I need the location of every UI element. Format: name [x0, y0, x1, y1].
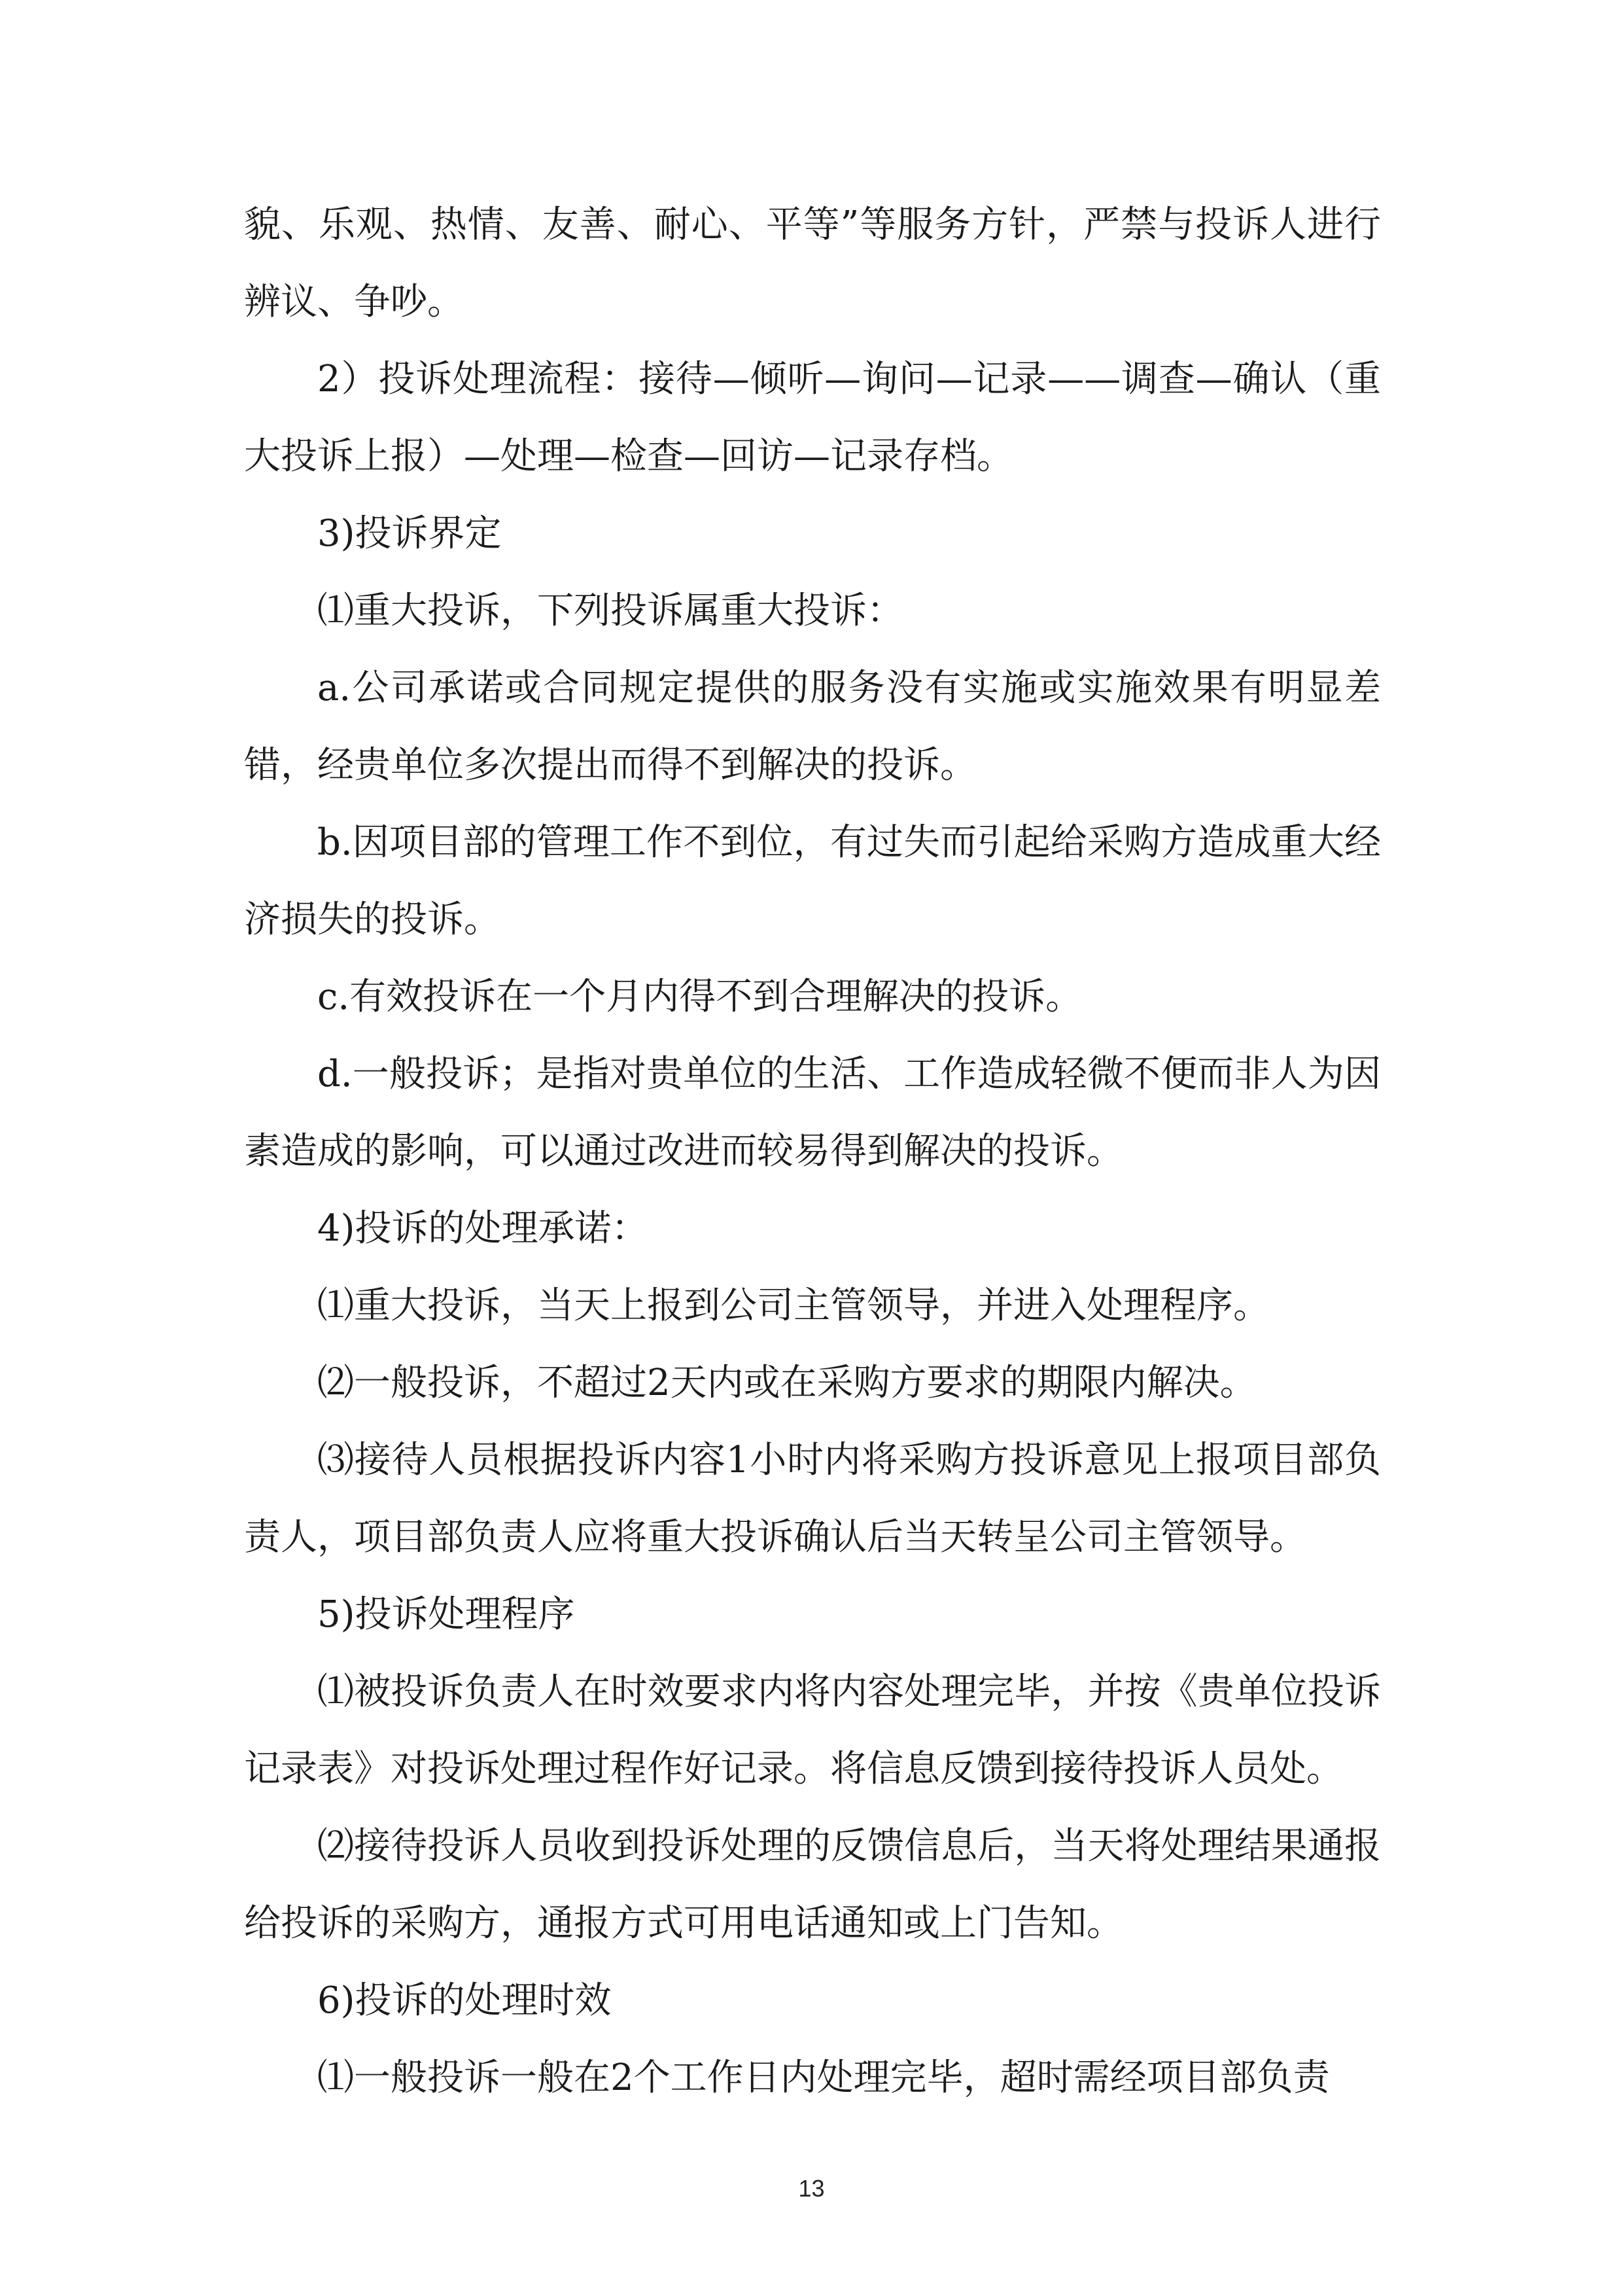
commitment-item-1: ⑴重大投诉，当天上报到公司主管领导，并进入处理程序。: [317, 1284, 1270, 1327]
heading-handling-commitment: 4)投诉的处理承诺：: [317, 1207, 648, 1250]
paragraph-complaint-process: 2）投诉处理流程：接待—倾听—询问—记录——调查—确认（重大投诉上报）—处理—检查—回访—记录存档。: [244, 358, 1381, 478]
procedure-item-1: ⑴被投诉负责人在时效要求内将内容处理完毕，并按《贵单位投诉记录表》对投诉处理过程作好记录。将信息反馈到接待投诉人员处。: [244, 1670, 1381, 1790]
paragraph-major-complaint: ⑴重大投诉，下列投诉属重大投诉：: [317, 590, 903, 632]
procedure-item-2: ⑵接待投诉人员收到投诉处理的反馈信息后，当天将处理结果通报给投诉的采购方，通报方式可用电话通知或上门告知。: [244, 1825, 1381, 1945]
timeliness-item-1: ⑴一般投诉一般在2个工作日内处理完毕，超时需经项目部负责: [317, 2057, 1330, 2099]
document-body: [244, 186, 1381, 2117]
heading-complaint-definition: 3)投诉界定: [317, 512, 502, 555]
heading-handling-procedure: 5)投诉处理程序: [317, 1593, 575, 1636]
list-item-b: b.因项目部的管理工作不到位，有过失而引起给采购方造成重大经济损失的投诉。: [244, 821, 1381, 941]
heading-handling-timeliness: 6)投诉的处理时效: [317, 1979, 612, 2022]
paragraph-service-policy: 貌、乐观、热情、友善、耐心、平等”等服务方针，严禁与投诉人进行辨议、争吵。: [244, 203, 1381, 323]
commitment-item-3: ⑶接待人员根据投诉内容1小时内将采购方投诉意见上报项目部负责人，项目部负责人应将重大投诉确认后当天转呈公司主管领导。: [244, 1439, 1381, 1559]
commitment-item-2: ⑵一般投诉，不超过2天内或在采购方要求的期限内解决。: [317, 1362, 1257, 1404]
list-item-c: c.有效投诉在一个月内得不到合理解决的投诉。: [317, 976, 1083, 1018]
list-item-a: a.公司承诺或合同规定提供的服务没有实施或实施效果有明显差错，经贵单位多次提出而得不到解决的投诉。: [244, 667, 1381, 786]
list-item-d: d.一般投诉；是指对贵单位的生活、工作造成轻微不便而非人为因素造成的影响，可以通过改进而较易得到解决的投诉。: [244, 1053, 1381, 1173]
page-number: 13: [798, 2175, 825, 2202]
